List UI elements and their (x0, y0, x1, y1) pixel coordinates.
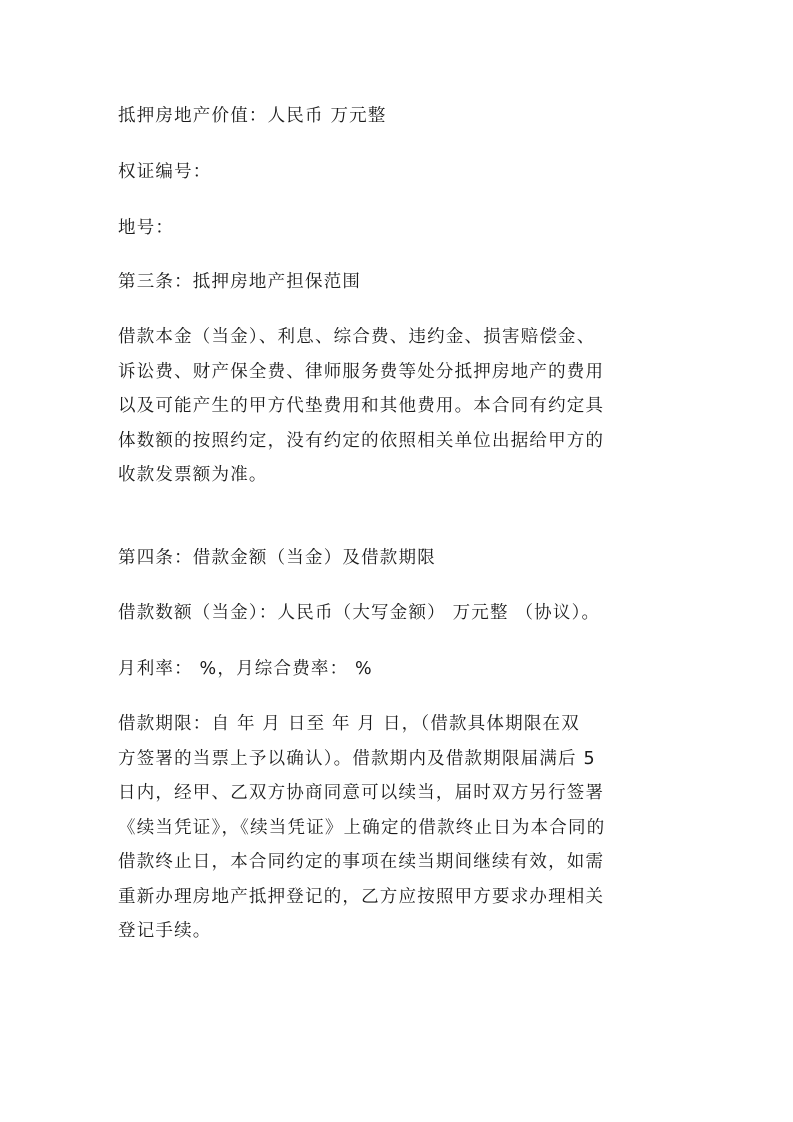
text-line: 权证编号： (118, 162, 212, 182)
text-line: 借款终止日，本合同约定的事项在续当期间继续有效，如需 (118, 852, 605, 872)
paragraph-guarantee-scope (118, 320, 678, 493)
text-line: 地号： (118, 218, 175, 238)
text-line: 《续当凭证》，《续当凭证》上确定的借款终止日为本合同的 (118, 817, 606, 838)
text-line: 登记手续。 (118, 921, 212, 941)
paragraph-mortgage-value (118, 99, 678, 134)
text-line: 诉讼费、财产保全费、律师服务费等处分抵押房地产的费用 (118, 361, 605, 382)
paragraph-certificate-number (118, 155, 678, 190)
text-line: 方签署的当票上予以确认）。借款期内及借款期限届满后 5 (118, 748, 596, 769)
text-line: 月利率： %，月综合费率： % (118, 659, 373, 679)
paragraph-lot-number (118, 211, 678, 246)
text-line: 以及可能产生的甲方代垫费用和其他费用。本合同有约定具 (118, 396, 605, 416)
heading-article-3 (118, 265, 678, 300)
heading-article-4 (118, 541, 678, 576)
text-line: 借款期限：自 年 月 日至 年 月 日，（借款具体期限在双 (118, 714, 580, 734)
paragraph-interest-rate (118, 652, 678, 687)
text-line: 收款发票额为准。 (118, 465, 268, 485)
text-line: 日内，经甲、乙双方协商同意可以续当，届时双方另行签署 (118, 783, 605, 803)
text-line: 第三条：抵押房地产担保范围 (118, 272, 362, 292)
text-line: 重新办理房地产抵押登记的，乙方应按照甲方要求办理相关 (118, 886, 605, 907)
text-line: 体数额的按照约定，没有约定的依照相关单位出据给甲方的 (118, 430, 605, 451)
text-line: 第四条：借款金额（当金）及借款期限 (118, 548, 436, 568)
text-line: 借款本金（当金）、利息、综合费、违约金、损害赔偿金、 (118, 327, 596, 347)
paragraph-loan-amount (118, 596, 678, 631)
paragraph-loan-term (118, 707, 678, 949)
text-line: 抵押房地产价值：人民币 万元整 (118, 106, 387, 126)
text-line: 借款数额（当金）：人民币（大写金额） 万元整 （协议）。 (118, 603, 601, 623)
